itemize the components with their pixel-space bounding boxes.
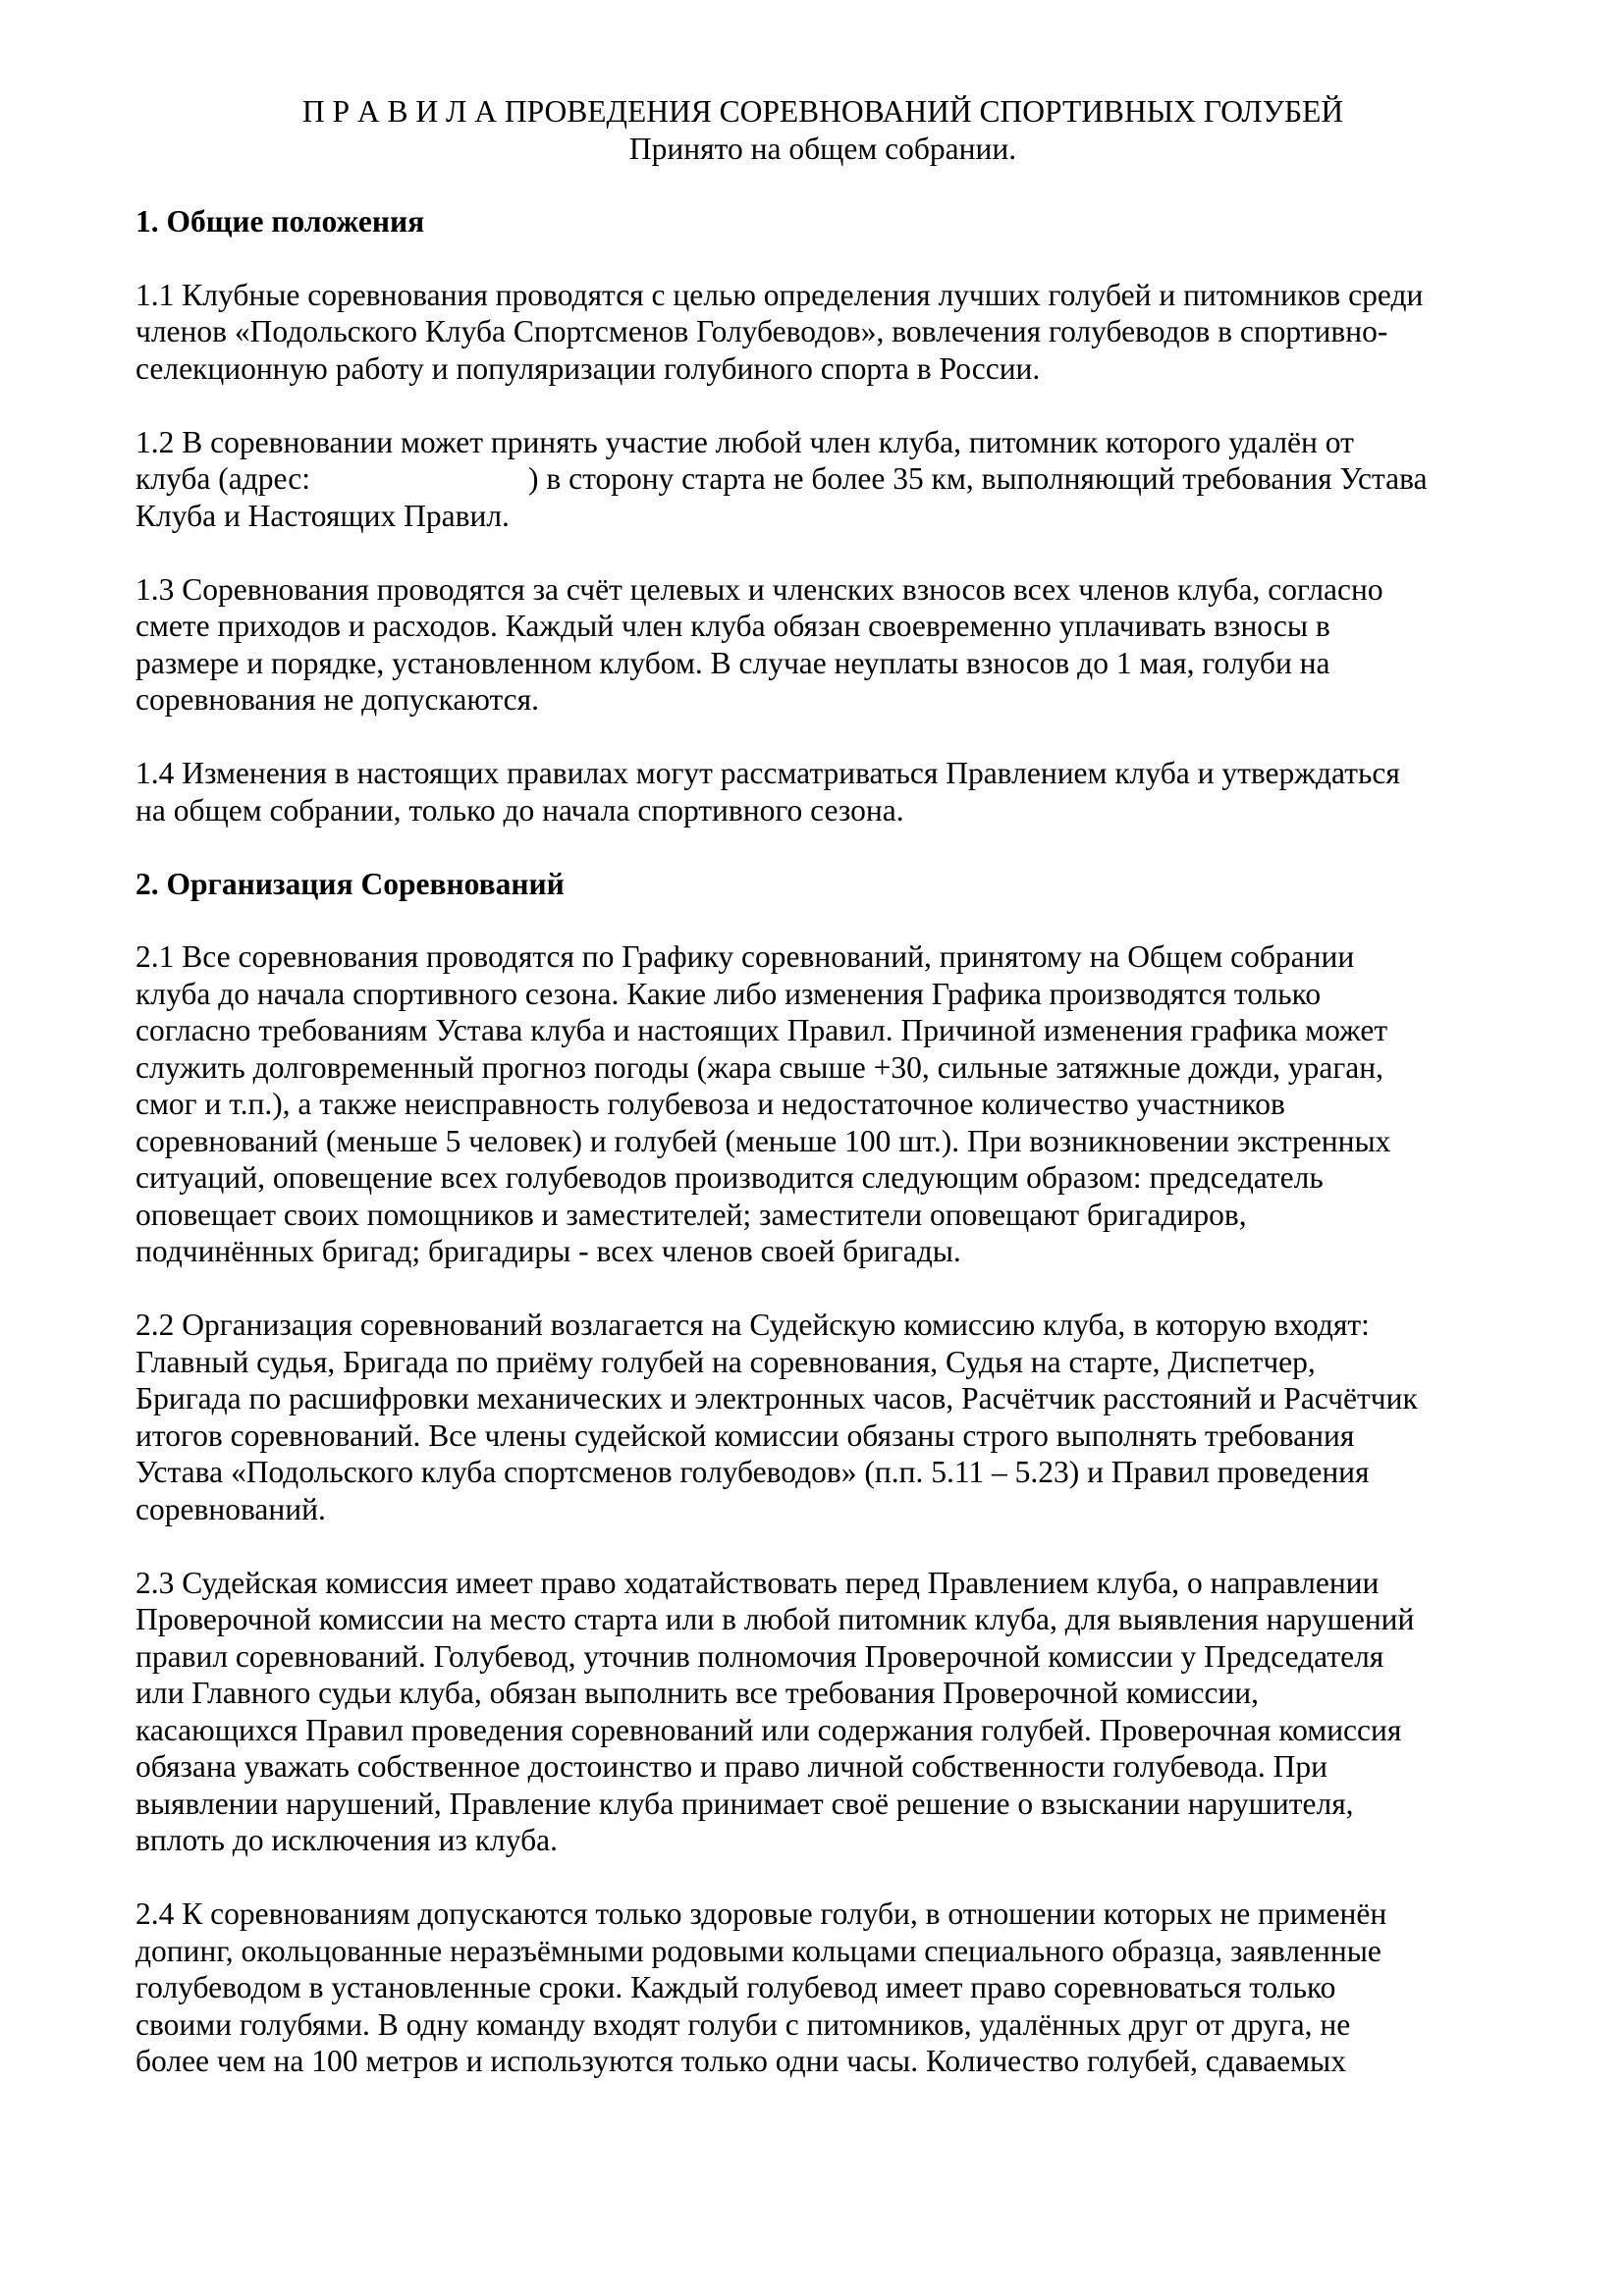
paragraph-2-4	[135, 1896, 1510, 2080]
text-line: 2.1 Все соревнования проводятся по Графику соревнований, принятому на Общем собрании	[135, 939, 1355, 974]
text-line: служить долговременный прогноз погоды (жара свыше +30, сильные затяжные дожди, ураган,	[135, 1049, 1383, 1085]
text-line: Проверочной комиссии на место старта или в любой питомник клуба, для выявления нарушений	[135, 1602, 1415, 1636]
text-line: правил соревнований. Голубевод, уточнив полномочия Проверочной комиссии у Председателя	[135, 1638, 1384, 1674]
document-subtitle: Принято на общем собрании.	[628, 131, 1017, 166]
text-line: селекционную работу и популяризации голубиного спорта в России.	[135, 350, 1041, 386]
document-title: П Р А В И Л А ПРОВЕДЕНИЯ СОРЕВНОВАНИЙ СПОРТИВНЫХ ГОЛУБЕЙ	[301, 94, 1344, 129]
text-line: 1.2 В соревновании может принять участие любой член клуба, питомник которого удалён от	[135, 424, 1354, 459]
text-line: клуба до начала спортивного сезона. Какие либо изменения Графика производятся только	[135, 976, 1322, 1011]
text-fragment: ) в сторону старта не более 35 км, выполняющий требования Устава	[528, 461, 1428, 496]
text-line: допинг, окольцованные неразъёмными родовыми кольцами специального образца, заявленные	[135, 1933, 1381, 1968]
text-line: Клуба и Настоящих Правил.	[135, 498, 510, 533]
text-line: 1.4 Изменения в настоящих правилах могут рассматриваться Правлением клуба и утверждаться	[135, 756, 1400, 790]
text-line: выявлении нарушений, Правление клуба принимает своё решение о взыскании нарушителя,	[135, 1786, 1354, 1821]
text-line: согласно требованиям Устава клуба и настоящих Правил. Причиной изменения графика может	[135, 1013, 1388, 1047]
text-line: касающихся Правил проведения соревнований или содержания голубей. Проверочная комиссия	[135, 1712, 1402, 1747]
text-line: вплоть до исключения из клуба.	[135, 1823, 558, 1857]
text-line: подчинённых бригад; бригадиры - всех членов своей бригады.	[135, 1234, 961, 1268]
paragraph-1-2	[135, 424, 1510, 535]
text-line: Устава «Подольского клуба спортсменов голубеводов» (п.п. 5.11 – 5.23) и Правил проведения	[135, 1455, 1370, 1489]
text-line: своими голубями. В одну команду входят голуби с питомников, удалённых друг от друга, не	[135, 2006, 1351, 2042]
text-line: смог и т.п.), а также неисправность голубевоза и недостаточное количество участников	[135, 1087, 1285, 1121]
paragraph-1-4	[135, 755, 1510, 828]
text-line: 2.4 К соревнованиям допускаются только здоровые голуби, в отношении которых не применён	[135, 1896, 1387, 1931]
text-line: 1.1 Клубные соревнования проводятся с целью определения лучших голубей и питомников среди	[135, 277, 1424, 312]
text-line: оповещает своих помощников и заместителей; заместители оповещают бригадиров,	[135, 1197, 1247, 1232]
paragraph-1-1	[135, 277, 1510, 388]
paragraph-1-3	[135, 571, 1510, 719]
text-line: соревнования не допускаются.	[135, 682, 539, 717]
text-line: соревнований.	[135, 1491, 326, 1526]
text-line: ситуаций, оповещение всех голубеводов производится следующим образом: председатель	[135, 1160, 1324, 1195]
text-line: 1.3 Соревнования проводятся за счёт целевых и членских взносов всех членов клуба, согласно	[135, 571, 1383, 607]
section-heading: 1. Общие положения	[135, 204, 425, 239]
text-line: итогов соревнований. Все члены судейской комиссии обязаны строго выполнять требования	[135, 1417, 1355, 1453]
text-line: 2.2 Организация соревнований возлагается на Судейскую комиссию клуба, в которую входят:	[135, 1308, 1370, 1342]
paragraph-2-1	[135, 938, 1510, 1270]
paragraph-2-3	[135, 1565, 1510, 1859]
text-line: соревнований (меньше 5 человек) и голубей (меньше 100 шт.). При возникновении экстренных	[135, 1123, 1391, 1158]
text-line: Главный судья, Бригада по приёму голубей на соревнования, Судья на старте, Диспетчер,	[135, 1344, 1316, 1379]
text-line-with-blank	[135, 460, 1510, 498]
text-line: смете приходов и расходов. Каждый член клуба обязан своевременно уплачивать взносы в	[135, 609, 1330, 643]
title-block	[135, 93, 1510, 167]
paragraph-2-2	[135, 1307, 1510, 1527]
text-line: 2.3 Судейская комиссия имеет право ходатайствовать перед Правлением клуба, о направлении	[135, 1565, 1380, 1600]
text-line: голубеводом в установленные сроки. Каждый голубевод имеет право соревноваться только	[135, 1970, 1336, 2004]
address-label: клуба (адрес:	[135, 461, 310, 496]
text-line: размере и порядке, установленном клубом. В случае неуплаты взносов до 1 мая, голуби на	[135, 645, 1330, 680]
text-line: Бригада по расшифровки механических и электронных часов, Расчётчик расстояний и Расчётчик	[135, 1381, 1418, 1415]
text-line: более чем на 100 метров и используются только одни часы. Количество голубей, сдаваемых	[135, 2044, 1346, 2078]
document-page	[135, 93, 1510, 2116]
section-heading: 2. Организация Соревнований	[135, 866, 565, 901]
text-line: или Главного судьи клуба, обязан выполнить все требования Проверочной комиссии,	[135, 1676, 1260, 1710]
text-line: членов «Подольского Клуба Спортсменов Голубеводов», вовлечения голубеводов в спортивно-	[135, 314, 1388, 348]
text-line: обязана уважать собственное достоинство и право личной собственности голубевода. При	[135, 1749, 1328, 1784]
text-line: на общем собрании, только до начала спортивного сезона.	[135, 792, 904, 828]
